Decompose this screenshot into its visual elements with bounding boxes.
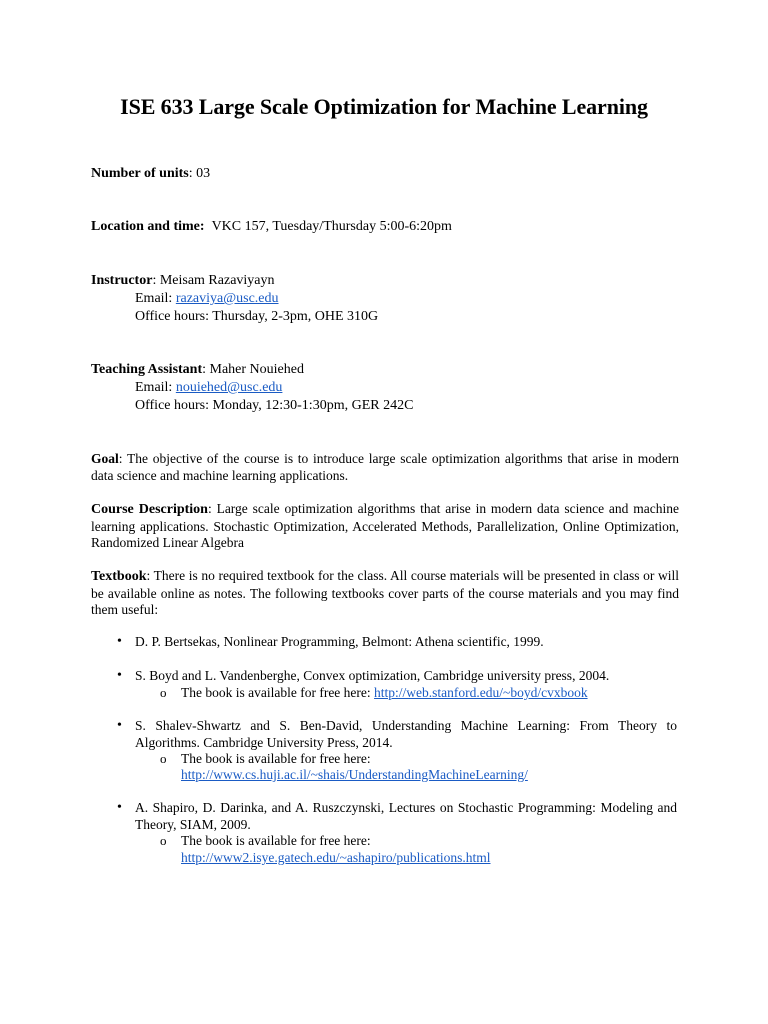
book-availability-label: The book is available for free here: — [181, 685, 375, 700]
page-title: ISE 633 Large Scale Optimization for Machine Learning — [120, 94, 648, 119]
sub-bullet-icon: o — [160, 751, 167, 766]
book-availability — [181, 685, 588, 702]
bullet-icon: • — [117, 718, 122, 733]
units-value: : 03 — [188, 166, 211, 181]
ta-name: : Maher Nouiehed — [202, 362, 304, 377]
description-label: Course Description — [91, 502, 208, 517]
book-item: A. Shapiro, D. Darinka, and A. Ruszczynski, Lectures on Stochastic Programming: Modeling and Theory, SIAM, 2009. — [135, 800, 677, 832]
goal-text: : The objective of the course is to introduce large scale optimization algorithms that arise in modern data science and machine learning applications. — [91, 451, 679, 483]
sub-bullet-icon: o — [160, 833, 167, 848]
textbook-text: : There is no required textbook for the class. All course materials will be presented in class or will be available online as notes. The following textbooks cover parts of the course materials and you may find them useful: — [91, 568, 679, 617]
instructor-label: Instructor — [91, 273, 153, 288]
location-line — [91, 218, 452, 236]
instructor-email-label: Email: — [135, 291, 176, 306]
book-link[interactable] — [181, 767, 528, 784]
instructor-line — [91, 272, 275, 290]
instructor-email-line — [135, 290, 279, 308]
ta-office-hours: Office hours: Monday, 12:30-1:30pm, GER 242C — [135, 398, 414, 413]
goal-paragraph — [91, 451, 679, 484]
ta-label: Teaching Assistant — [91, 362, 203, 377]
textbook-label: Textbook — [91, 569, 147, 584]
book-availability-label: The book is available for free here: — [181, 833, 371, 848]
textbook-paragraph — [91, 568, 679, 619]
ta-line — [91, 361, 304, 379]
book-link-text[interactable]: http://www.cs.huji.ac.il/~shais/UnderstandingMachineLearning/ — [181, 767, 528, 782]
instructor-name: : Meisam Razaviyayn — [152, 273, 275, 288]
instructor-office-hours: Office hours: Thursday, 2-3pm, OHE 310G — [135, 309, 379, 324]
bullet-icon: • — [117, 668, 122, 683]
instructor-email-link[interactable]: razaviya@usc.edu — [175, 291, 279, 306]
book-link-text[interactable]: http://www2.isye.gatech.edu/~ashapiro/publications.html — [181, 850, 491, 865]
book-availability-label: The book is available for free here: — [181, 751, 371, 766]
description-paragraph — [91, 501, 679, 552]
bullet-icon: • — [117, 634, 122, 649]
book-item: D. P. Bertsekas, Nonlinear Programming, Belmont: Athena scientific, 1999. — [135, 634, 544, 649]
location-value: VKC 157, Tuesday/Thursday 5:00-6:20pm — [211, 219, 452, 234]
goal-label: Goal — [91, 451, 119, 466]
book-link[interactable] — [181, 850, 491, 867]
book-item: S. Shalev-Shwartz and S. Ben-David, Understanding Machine Learning: From Theory to Algorithms. Cambridge University Press, 2014. — [135, 718, 677, 750]
bullet-icon: • — [117, 800, 122, 815]
ta-email-line — [135, 379, 282, 397]
book-item: S. Boyd and L. Vandenberghe, Convex optimization, Cambridge university press, 2004. — [135, 668, 610, 683]
book-link[interactable]: http://web.stanford.edu/~boyd/cvxbook — [374, 685, 588, 700]
units-label: Number of units — [91, 166, 189, 181]
ta-email-label: Email: — [135, 380, 176, 395]
description-text: : Large scale optimization algorithms that arise in modern data science and machine learning applications. Stochastic Optimization, Accelerated Methods, Parallelization, Online Optimization, Randomized Linear Algebra — [91, 501, 679, 550]
ta-email-link[interactable]: nouiehed@usc.edu — [175, 380, 283, 395]
sub-bullet-icon: o — [160, 685, 167, 700]
units-line — [91, 165, 210, 183]
location-label: Location and time: — [91, 219, 205, 234]
